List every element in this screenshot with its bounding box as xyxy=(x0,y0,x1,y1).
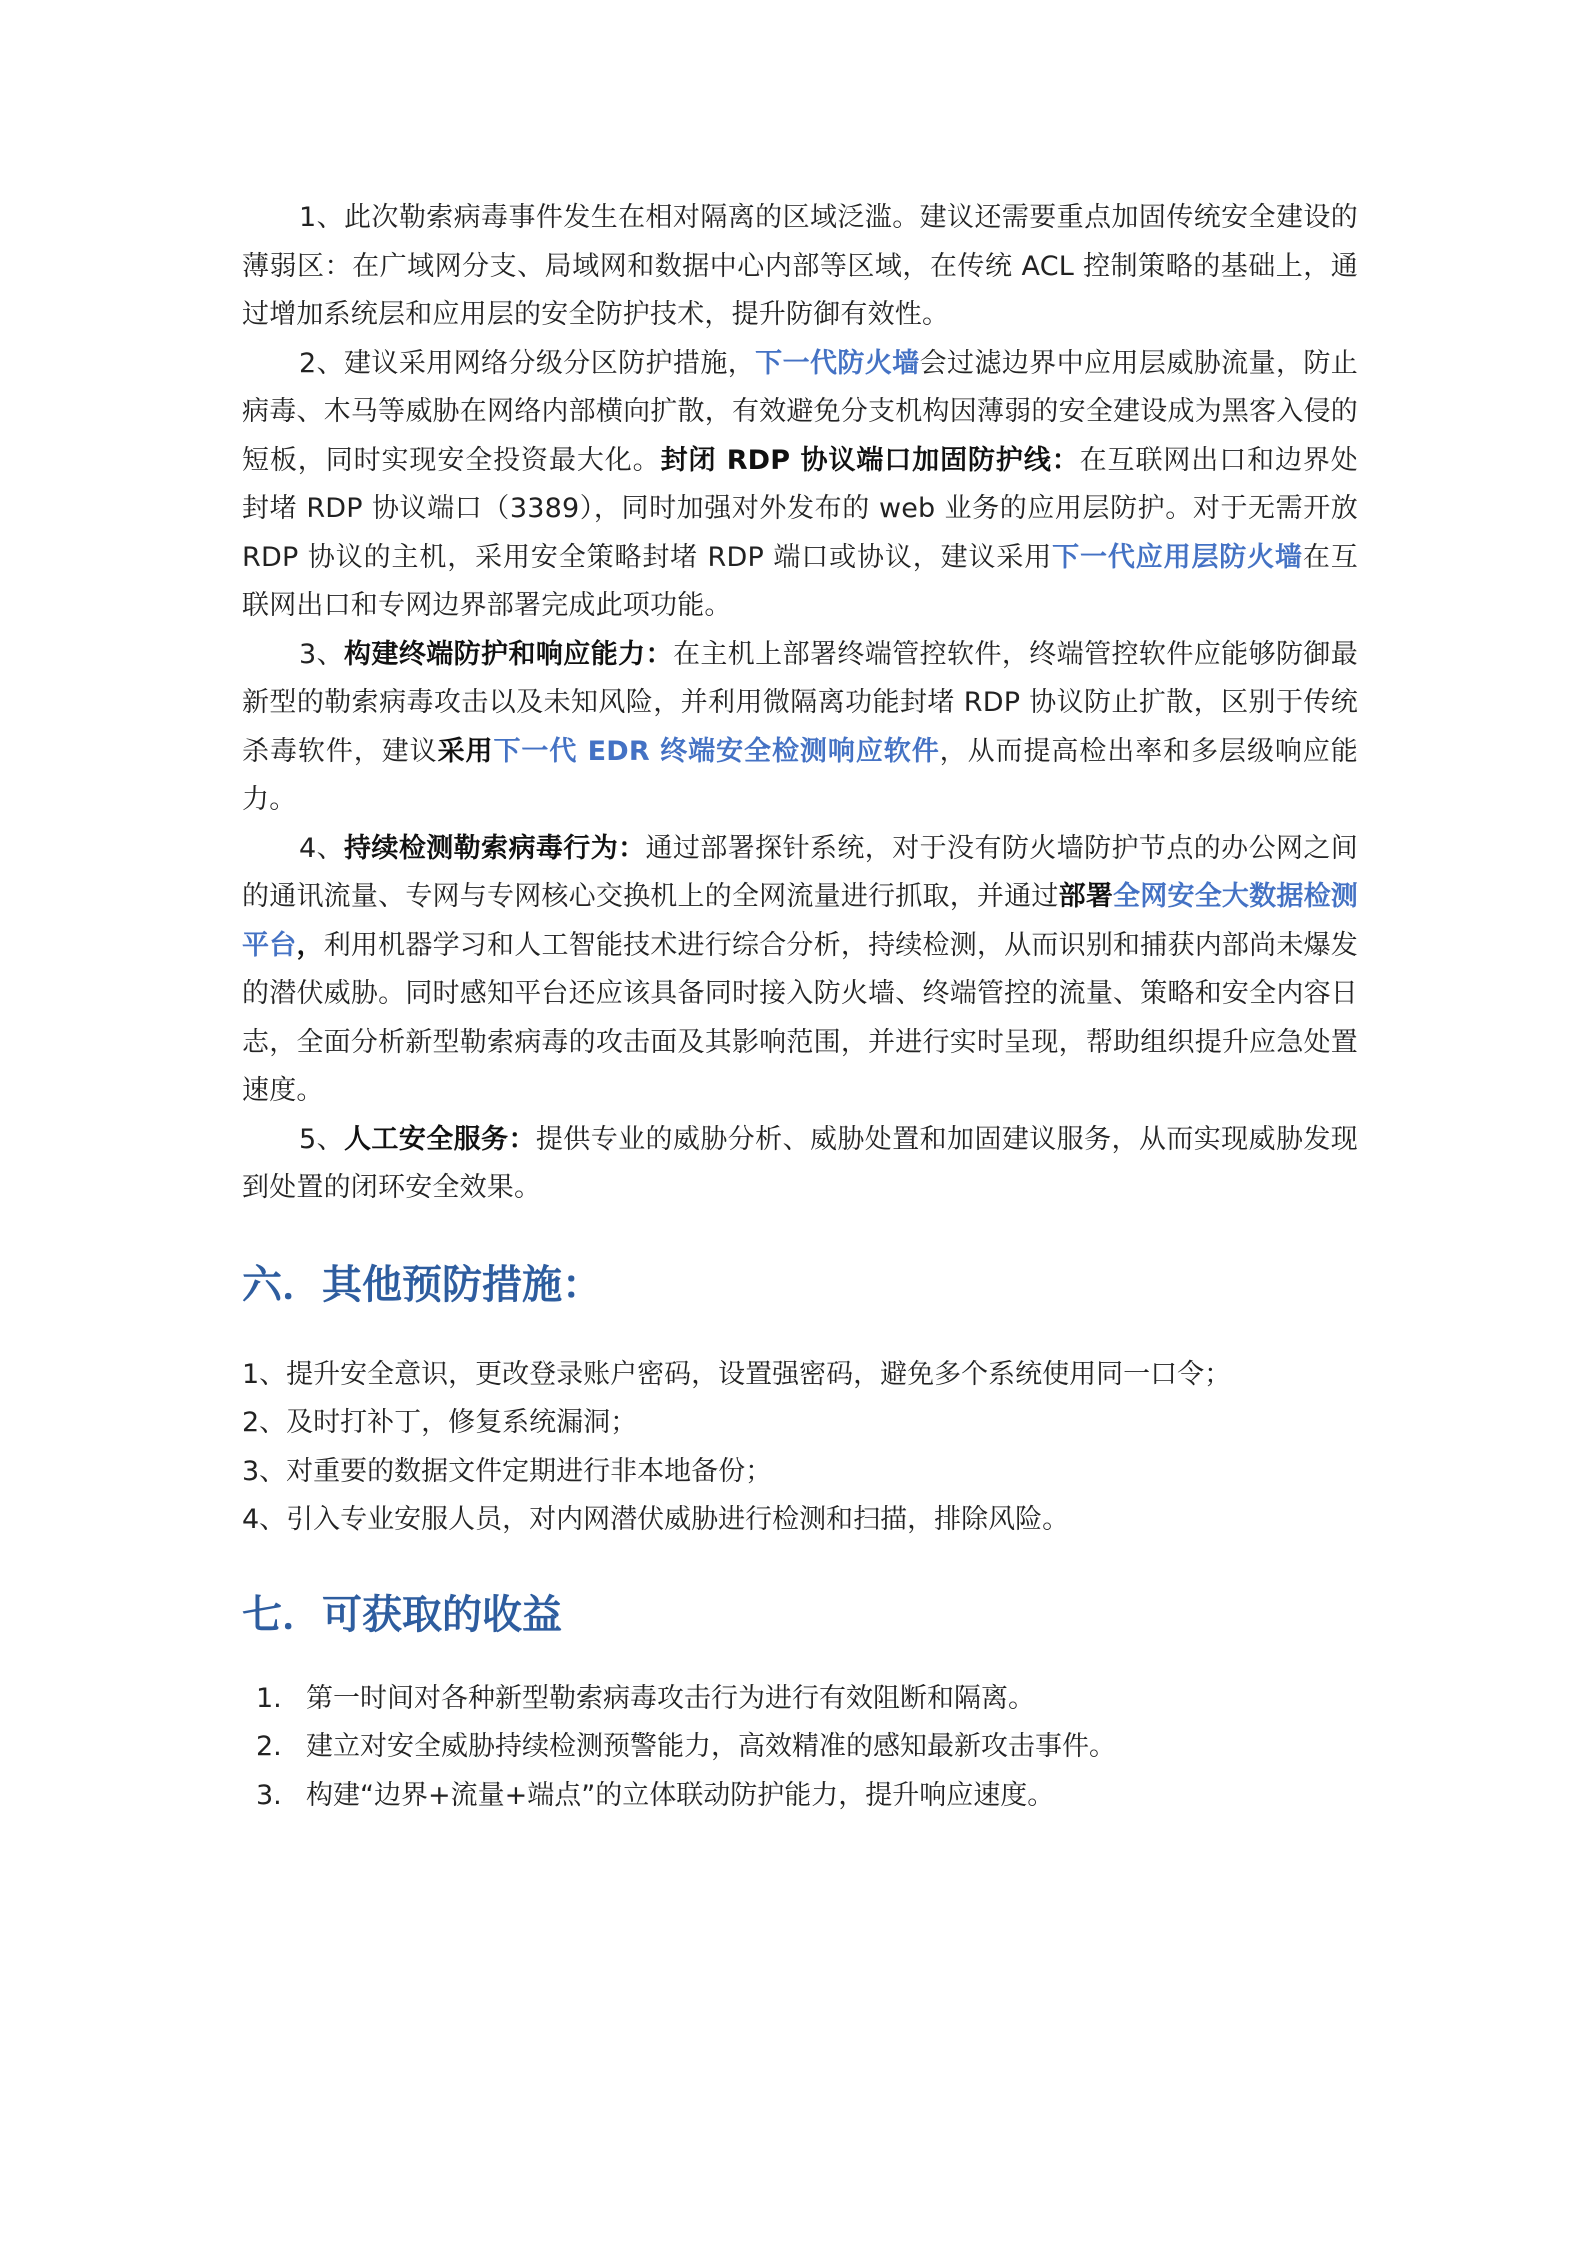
list-item: 2、及时打补丁，修复系统漏洞； xyxy=(242,1407,638,1438)
list-number: 3. xyxy=(256,1779,282,1811)
bold-detect: 持续检测勒索病毒行为： xyxy=(344,832,646,864)
list-item xyxy=(242,1675,1358,1724)
text: 在互联网出口和边界处封堵 RDP 协议端口（3389），同时加强对外发布的 web 业务的应用层防护。对于无需开放 RDP 协议的主机，采用安全策略封堵 RDP 端口或协议，建议采用 xyxy=(242,444,1359,573)
list-item xyxy=(242,1723,1358,1772)
paragraph-5 xyxy=(242,1116,1358,1213)
bold-endpoint: 构建终端防护和响应能力： xyxy=(344,638,673,670)
bold-service: 人工安全服务： xyxy=(344,1123,536,1155)
document-body xyxy=(242,194,1358,1820)
highlight-ngfw: 下一代防火墙 xyxy=(755,347,920,379)
highlight-edr: 下一代 EDR 终端安全检测响应软件 xyxy=(493,735,940,767)
bold-deploy: 部署 xyxy=(1058,881,1114,912)
bold-rdp: 封闭 RDP 协议端口加固防护线： xyxy=(660,444,1080,476)
text: 在主机上部署终端管控软件，终端管控软件应能够防御最新型的勒索病毒攻击以及未知风险，并利用微隔离功能封堵 RDP 协议防止扩散，区别于传统杀毒软件，建议 xyxy=(242,638,1358,767)
list-number: 1. xyxy=(256,1682,282,1714)
list-item: 3、对重要的数据文件定期进行非本地备份； xyxy=(242,1455,773,1487)
text: 提供专业的威胁分析、威胁处置和加固建议服务，从而实现威胁发现到处置的闭环安全效果。 xyxy=(242,1123,1358,1203)
highlight-app-firewall: 下一代应用层防火墙 xyxy=(1052,541,1303,573)
highlight-platform: 全网安全大数据检测平台 xyxy=(242,881,1359,961)
text: 5、 xyxy=(299,1123,344,1155)
text: ，从而提高检出率和多层级响应能力。 xyxy=(242,735,1359,815)
text: 在互联网出口和专网边界部署完成此项功能。 xyxy=(242,541,1358,621)
bold-comma: ， xyxy=(296,929,324,961)
list-number: 2. xyxy=(256,1731,282,1762)
list-text: 建立对安全威胁持续检测预警能力，高效精准的感知最新攻击事件。 xyxy=(306,1731,1116,1762)
paragraph-3 xyxy=(242,631,1358,825)
text: 会过滤边界中应用层威胁流量，防止病毒、木马等威胁在网络内部横向扩散，有效避免分支机构因薄弱的安全建设成为黑客入侵的短板，同时实现安全投资最大化。 xyxy=(242,347,1359,476)
paragraph-2 xyxy=(242,340,1358,631)
list-item: 4、引入专业安服人员，对内网潜伏威胁进行检测和扫描，排除风险。 xyxy=(242,1504,1070,1535)
list-text: 构建“边界+流量+端点”的立体联动防护能力，提升响应速度。 xyxy=(306,1779,1055,1811)
text: 4、 xyxy=(299,832,344,864)
benefits-list xyxy=(242,1675,1358,1821)
paragraph-1 xyxy=(242,194,1358,340)
text: 利用机器学习和人工智能技术进行综合分析，持续检测，从而识别和捕获内部尚未爆发的潜伏威胁。同时感知平台还应该具备同时接入防火墙、终端管控的流量、策略和安全内容日志，全面分析新型勒索病毒的攻击面及其影响范围，并进行实时呈现，帮助组织提升应急处置速度。 xyxy=(242,929,1359,1106)
list-text: 第一时间对各种新型勒索病毒攻击行为进行有效阻断和隔离。 xyxy=(306,1682,1035,1714)
paragraph-4 xyxy=(242,825,1358,1116)
section-7-heading: 七．可获取的收益 xyxy=(242,1591,562,1638)
text: 1、此次勒索病毒事件发生在相对隔离的区域泛滥。建议还需要重点加固传统安全建设的薄弱区：在广域网分支、局域网和数据中心内部等区域，在传统 ACL 控制策略的基础上，通过增加系统层和应用层的安全防护技术，提升防御有效性。 xyxy=(242,202,1358,330)
text: 2、建议采用网络分级分区防护措施， xyxy=(299,347,756,379)
text: 通过部署探针系统，对于没有防火墙防护节点的办公网之间的通讯流量、专网与专网核心交换机上的全网流量进行抓取，并通过 xyxy=(242,832,1358,912)
section-6-heading: 六．其他预防措施： xyxy=(242,1261,602,1308)
text: 3、 xyxy=(299,638,344,670)
list-item: 1、提升安全意识，更改登录账户密码，设置强密码，避免多个系统使用同一口令； xyxy=(242,1358,1232,1390)
bold-adopt: 采用 xyxy=(437,735,494,767)
list-item xyxy=(242,1772,1358,1821)
